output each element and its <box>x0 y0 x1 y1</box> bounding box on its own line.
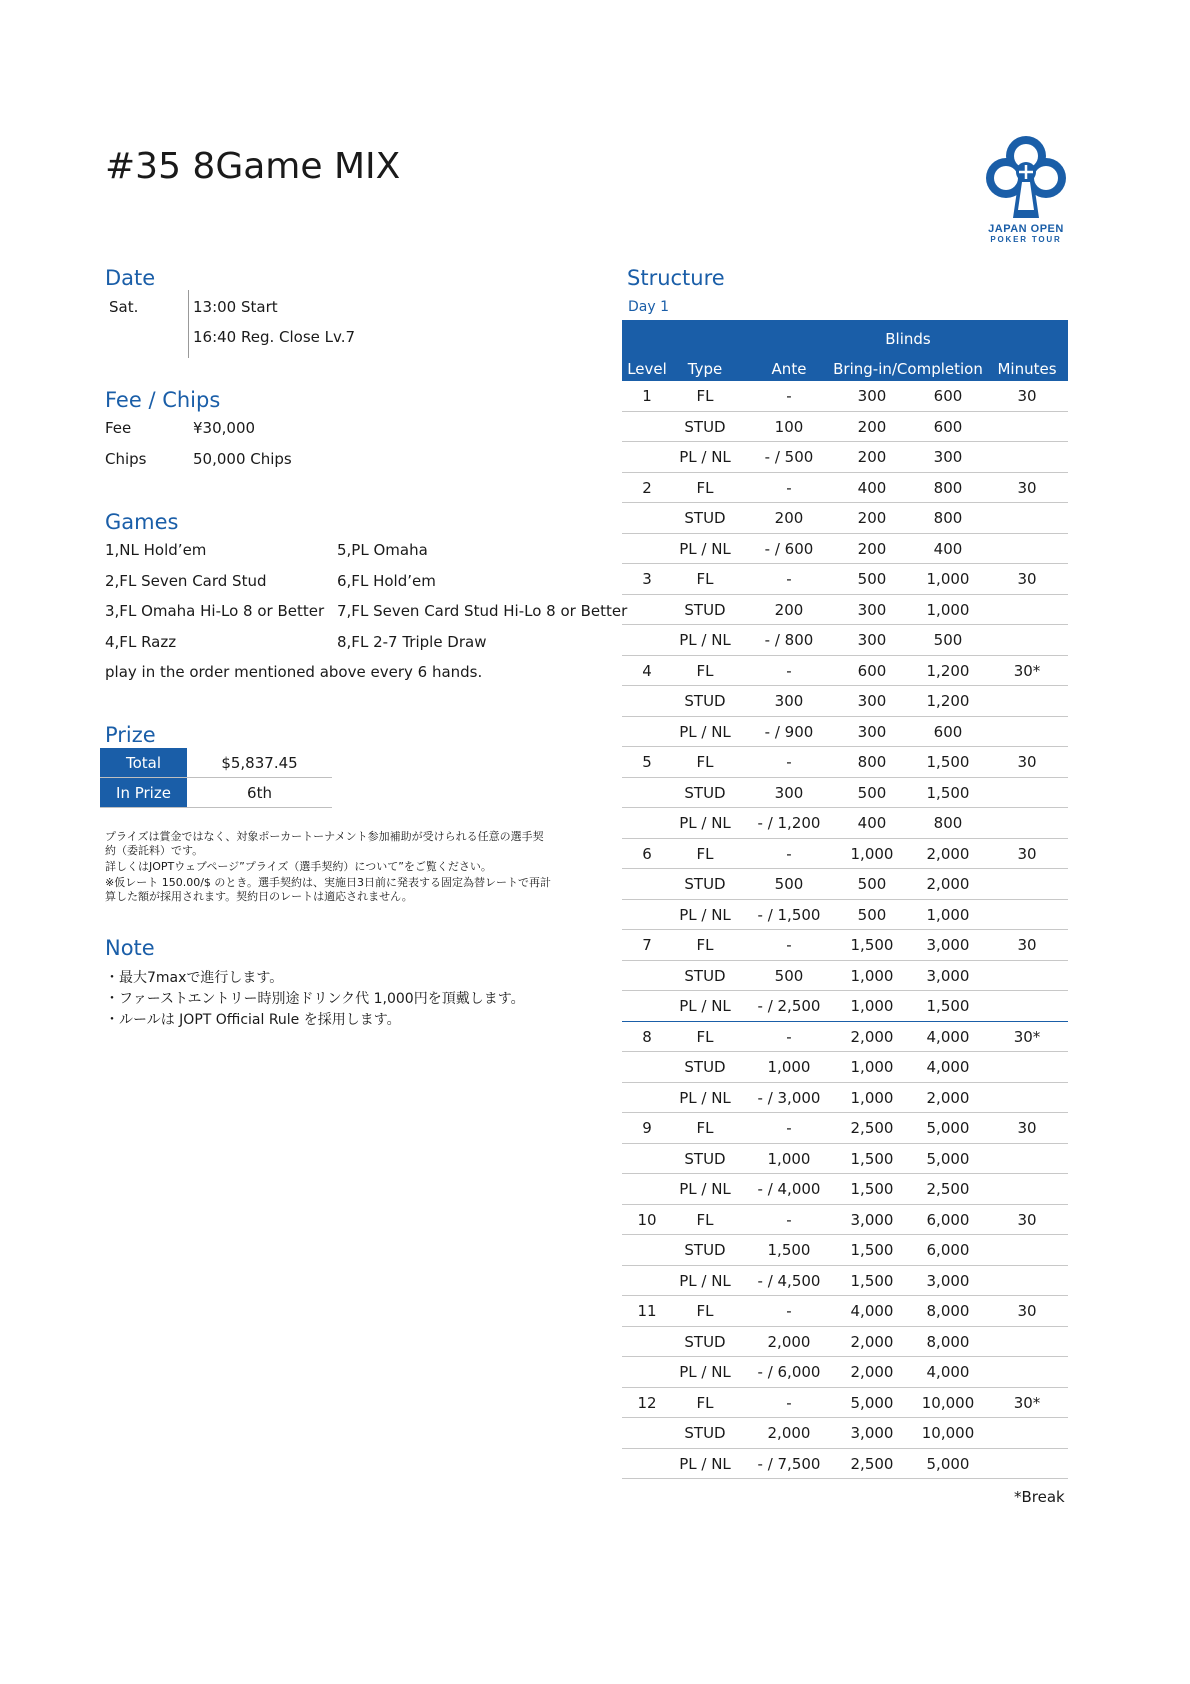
prize-total-label: Total <box>100 748 187 777</box>
completion-cell: 5,000 <box>926 1119 970 1137</box>
bring-in-cell: 200 <box>857 539 887 558</box>
completion-cell: 6,000 <box>926 1241 970 1259</box>
table-row <box>622 473 1068 504</box>
bring-in-cell: 3,000 <box>850 1210 894 1229</box>
completion-cell: 1,500 <box>926 783 970 802</box>
game-item: 8,FL 2-7 Triple Draw <box>337 633 487 651</box>
completion-cell: 3,000 <box>926 1271 970 1290</box>
completion-cell: 2,500 <box>926 1180 970 1198</box>
completion-cell: 2,000 <box>926 875 970 893</box>
table-row <box>622 503 1068 534</box>
completion-cell: 1,200 <box>926 692 970 710</box>
table-row <box>622 900 1068 931</box>
bring-in-cell: 400 <box>857 478 887 497</box>
ante-cell: - <box>786 753 792 771</box>
table-row <box>622 1235 1068 1266</box>
table-row <box>622 442 1068 473</box>
ante-cell: - <box>786 570 792 588</box>
level-cell: 7 <box>642 936 652 954</box>
minutes-cell: 30 <box>1017 478 1037 497</box>
minutes-cell: 30 <box>1017 570 1037 588</box>
table-row <box>622 1266 1068 1297</box>
bring-in-cell: 300 <box>857 600 887 619</box>
bring-in-cell: 1,000 <box>850 844 894 863</box>
type-cell: PL / NL <box>679 814 731 832</box>
bring-in-cell: 4,000 <box>850 1302 894 1320</box>
bring-in-cell: 300 <box>857 722 887 741</box>
type-cell: STUD <box>684 509 726 527</box>
minutes-cell: 30 <box>1017 844 1037 863</box>
game-item: 4,FL Razz <box>105 633 177 651</box>
minutes-cell: 30 <box>1017 1302 1037 1320</box>
type-cell: STUD <box>684 417 726 436</box>
ante-cell: - / 1,500 <box>757 905 821 924</box>
ante-cell: - / 900 <box>764 722 814 741</box>
col-bring-header: Bring-in/Completion <box>833 360 983 378</box>
ante-cell: 2,000 <box>767 1332 811 1351</box>
type-cell: STUD <box>684 1149 726 1168</box>
date-divider <box>188 290 189 358</box>
type-cell: PL / NL <box>679 448 731 466</box>
structure-table <box>622 320 1068 1479</box>
table-row <box>622 717 1068 748</box>
ante-cell: - <box>786 1210 792 1229</box>
fee-value: ¥30,000 <box>193 419 256 437</box>
type-cell: PL / NL <box>679 1088 731 1107</box>
ante-cell: - / 3,000 <box>757 1088 821 1107</box>
type-cell: PL / NL <box>679 1271 731 1290</box>
minutes-cell: 30 <box>1017 1210 1037 1229</box>
table-row <box>622 656 1068 687</box>
ante-cell: 2,000 <box>767 1424 811 1442</box>
table-row <box>622 1388 1068 1419</box>
type-cell: STUD <box>684 692 726 710</box>
break-footnote: *Break <box>1014 1488 1065 1506</box>
ante-cell: - / 500 <box>764 448 814 466</box>
bring-in-cell: 1,000 <box>850 1058 894 1076</box>
bring-in-cell: 600 <box>857 661 887 680</box>
type-cell: FL <box>696 1210 714 1229</box>
completion-cell: 1,000 <box>926 600 970 619</box>
type-cell: PL / NL <box>679 1363 731 1381</box>
bring-in-cell: 200 <box>857 509 887 527</box>
table-row <box>622 625 1068 656</box>
type-cell: FL <box>696 1302 714 1320</box>
col-type-header: Type <box>687 360 723 378</box>
ante-cell: - / 6,000 <box>757 1363 821 1381</box>
level-cell: 12 <box>637 1393 657 1412</box>
ante-cell: - / 4,000 <box>757 1180 821 1198</box>
bring-in-cell: 300 <box>857 692 887 710</box>
chips-value: 50,000 Chips <box>193 450 292 468</box>
table-row <box>622 808 1068 839</box>
bring-in-cell: 300 <box>857 387 887 405</box>
bring-in-cell: 2,000 <box>850 1027 894 1046</box>
fee-heading: Fee / Chips <box>105 388 221 412</box>
ante-cell: - / 600 <box>764 539 814 558</box>
type-cell: PL / NL <box>679 631 731 649</box>
logo-text-line1: JAPAN OPEN <box>988 223 1064 235</box>
note-line: ・最大7maxで進行します。 <box>105 970 284 986</box>
table-row <box>622 686 1068 717</box>
bring-in-cell: 200 <box>857 448 887 466</box>
completion-cell: 8,000 <box>926 1302 970 1320</box>
note-line: ・ファーストエントリー時別途ドリンク代 1,000円を頂戴します。 <box>105 991 525 1007</box>
reg-close-time: 16:40 Reg. Close Lv.7 <box>193 328 356 346</box>
level-cell: 1 <box>642 387 652 405</box>
prize-fine-print: ※仮レート 150.00/$ のとき。選手契約は、実施日3日前に発表する固定為替レートで再計 <box>105 876 551 889</box>
structure-heading: Structure <box>627 266 725 290</box>
games-heading: Games <box>105 510 179 534</box>
table-row <box>622 534 1068 565</box>
logo-text-line2: POKER TOUR <box>990 235 1062 244</box>
table-row <box>622 1357 1068 1388</box>
ante-cell: - <box>786 661 792 680</box>
bring-in-cell: 1,000 <box>850 997 894 1015</box>
table-row <box>622 869 1068 900</box>
bring-in-cell: 2,500 <box>850 1454 894 1473</box>
ante-cell: - / 800 <box>764 631 814 649</box>
completion-cell: 800 <box>933 814 963 832</box>
level-cell: 3 <box>642 570 652 588</box>
ante-cell: 1,000 <box>767 1058 811 1076</box>
table-row <box>622 930 1068 961</box>
table-row <box>622 1449 1068 1480</box>
completion-cell: 1,000 <box>926 905 970 924</box>
table-row <box>622 747 1068 778</box>
type-cell: FL <box>696 387 714 405</box>
type-cell: PL / NL <box>679 1454 731 1473</box>
prize-fine-print: プライズは賞金ではなく、対象ポーカートーナメント参加補助が受けられる任意の選手契 <box>105 830 544 843</box>
type-cell: FL <box>696 661 714 680</box>
bring-in-cell: 2,000 <box>850 1332 894 1351</box>
completion-cell: 2,000 <box>926 844 970 863</box>
bring-in-cell: 1,500 <box>850 1271 894 1290</box>
fee-label: Fee <box>105 419 132 437</box>
type-cell: FL <box>696 844 714 863</box>
type-cell: FL <box>696 936 714 954</box>
type-cell: PL / NL <box>679 539 731 558</box>
bring-in-cell: 300 <box>857 631 887 649</box>
table-row <box>622 991 1068 1022</box>
table-row <box>622 1418 1068 1449</box>
completion-cell: 3,000 <box>926 936 970 954</box>
ante-cell: 300 <box>774 783 804 802</box>
completion-cell: 6,000 <box>926 1210 970 1229</box>
level-cell: 6 <box>642 844 652 863</box>
completion-cell: 4,000 <box>926 1363 970 1381</box>
ante-cell: - <box>786 936 792 954</box>
completion-cell: 3,000 <box>926 966 970 985</box>
bring-in-cell: 500 <box>857 783 887 802</box>
ante-cell: 200 <box>774 509 804 527</box>
ante-cell: - <box>786 1302 792 1320</box>
type-cell: FL <box>696 1119 714 1137</box>
prize-heading: Prize <box>105 723 156 747</box>
completion-cell: 800 <box>933 478 963 497</box>
ante-cell: - / 7,500 <box>757 1454 821 1473</box>
ante-cell: - / 1,200 <box>757 814 821 832</box>
completion-cell: 5,000 <box>926 1149 970 1168</box>
table-row <box>622 961 1068 992</box>
game-item: 2,FL Seven Card Stud <box>105 572 267 590</box>
game-item: 5,PL Omaha <box>337 541 428 559</box>
games-order-note: play in the order mentioned above every 6 hands. <box>105 663 483 681</box>
ante-cell: - <box>786 1119 792 1137</box>
bring-in-cell: 2,500 <box>850 1119 894 1137</box>
prize-fine-print: 詳しくはJOPTウェブページ”プライズ（選手契約）について”をご覧ください。 <box>105 860 492 873</box>
minutes-cell: 30* <box>1013 661 1041 680</box>
ante-cell: - / 2,500 <box>757 997 821 1015</box>
bring-in-cell: 1,000 <box>850 1088 894 1107</box>
bring-in-cell: 1,500 <box>850 1149 894 1168</box>
ante-cell: 100 <box>774 417 804 436</box>
table-row <box>622 1296 1068 1327</box>
level-cell: 5 <box>642 753 652 771</box>
bring-in-cell: 800 <box>857 753 887 771</box>
col-ante-header: Ante <box>771 360 807 378</box>
type-cell: STUD <box>684 1424 726 1442</box>
table-row <box>622 595 1068 626</box>
completion-cell: 500 <box>933 631 963 649</box>
table-row <box>622 1327 1068 1358</box>
ante-cell: 1,000 <box>767 1149 811 1168</box>
completion-cell: 400 <box>933 539 963 558</box>
game-item: 6,FL Hold’em <box>337 572 436 590</box>
type-cell: FL <box>696 570 714 588</box>
completion-cell: 1,000 <box>926 570 970 588</box>
completion-cell: 1,500 <box>926 753 970 771</box>
ante-cell: - <box>786 844 792 863</box>
completion-cell: 5,000 <box>926 1454 970 1473</box>
ante-cell: - / 4,500 <box>757 1271 821 1290</box>
completion-cell: 600 <box>933 722 963 741</box>
type-cell: FL <box>696 478 714 497</box>
type-cell: FL <box>696 753 714 771</box>
type-cell: STUD <box>684 966 726 985</box>
ante-cell: 500 <box>774 875 804 893</box>
minutes-cell: 30 <box>1017 936 1037 954</box>
type-cell: STUD <box>684 875 726 893</box>
level-cell: 4 <box>642 661 652 680</box>
table-row <box>622 1052 1068 1083</box>
ante-cell: - <box>786 1027 792 1046</box>
game-item: 7,FL Seven Card Stud Hi-Lo 8 or Better <box>337 602 628 620</box>
table-row <box>622 1113 1068 1144</box>
type-cell: STUD <box>684 600 726 619</box>
ante-cell: 200 <box>774 600 804 619</box>
table-row <box>622 1174 1068 1205</box>
prize-inprize-label: In Prize <box>100 778 187 807</box>
type-cell: FL <box>696 1393 714 1412</box>
completion-cell: 300 <box>933 448 963 466</box>
minutes-cell: 30* <box>1013 1027 1041 1046</box>
bring-in-cell: 500 <box>857 905 887 924</box>
ante-cell: - <box>786 1393 792 1412</box>
prize-total-row <box>100 748 332 778</box>
bring-in-cell: 3,000 <box>850 1424 894 1442</box>
ante-cell: - <box>786 478 792 497</box>
type-cell: PL / NL <box>679 722 731 741</box>
table-row <box>622 1144 1068 1175</box>
bring-in-cell: 1,500 <box>850 1180 894 1198</box>
ante-cell: 1,500 <box>767 1241 811 1259</box>
date-day: Sat. <box>109 298 139 316</box>
level-cell: 11 <box>637 1302 657 1320</box>
bring-in-cell: 5,000 <box>850 1393 894 1412</box>
table-row <box>622 778 1068 809</box>
bring-in-cell: 1,000 <box>850 966 894 985</box>
ante-cell: 300 <box>774 692 804 710</box>
bring-in-cell: 2,000 <box>850 1363 894 1381</box>
level-cell: 8 <box>642 1027 652 1046</box>
table-row <box>622 1022 1068 1053</box>
type-cell: STUD <box>684 1058 726 1076</box>
level-cell: 9 <box>642 1119 652 1137</box>
minutes-cell: 30 <box>1017 387 1037 405</box>
completion-cell: 8,000 <box>926 1332 970 1351</box>
type-cell: PL / NL <box>679 997 731 1015</box>
ante-cell: - <box>786 387 792 405</box>
type-cell: PL / NL <box>679 1180 731 1198</box>
type-cell: FL <box>696 1027 714 1046</box>
level-cell: 10 <box>637 1210 657 1229</box>
col-minutes-header: Minutes <box>997 360 1057 378</box>
minutes-cell: 30 <box>1017 753 1037 771</box>
bring-in-cell: 1,500 <box>850 936 894 954</box>
bring-in-cell: 500 <box>857 875 887 893</box>
note-line: ・ルールは JOPT Official Rule を採用します。 <box>105 1012 401 1028</box>
completion-cell: 1,500 <box>926 997 970 1015</box>
prize-inprize-value: 6th <box>247 784 272 802</box>
game-item: 1,NL Hold’em <box>105 541 207 559</box>
type-cell: STUD <box>684 1332 726 1351</box>
minutes-cell: 30 <box>1017 1119 1037 1137</box>
minutes-cell: 30* <box>1013 1393 1041 1412</box>
structure-day: Day 1 <box>628 299 670 315</box>
game-item: 3,FL Omaha Hi-Lo 8 or Better <box>105 602 325 620</box>
completion-cell: 10,000 <box>921 1393 975 1412</box>
col-level-header: Level <box>627 360 667 378</box>
date-heading: Date <box>105 266 156 290</box>
bring-in-cell: 200 <box>857 417 887 436</box>
start-time: 13:00 Start <box>193 298 278 316</box>
level-cell: 2 <box>642 478 652 497</box>
page-title: #35 8Game MIX <box>105 146 401 187</box>
jopt-logo <box>985 132 1067 244</box>
table-row <box>622 564 1068 595</box>
bring-in-cell: 400 <box>857 814 887 832</box>
completion-cell: 4,000 <box>926 1058 970 1076</box>
table-row <box>622 839 1068 870</box>
type-cell: STUD <box>684 783 726 802</box>
table-row <box>622 1205 1068 1236</box>
chips-label: Chips <box>105 450 147 468</box>
ante-cell: 500 <box>774 966 804 985</box>
completion-cell: 600 <box>933 417 963 436</box>
prize-fine-print: 約（委託料）です。 <box>105 844 204 857</box>
completion-cell: 10,000 <box>921 1424 975 1442</box>
table-row <box>622 412 1068 443</box>
blinds-header: Blinds <box>885 330 931 348</box>
type-cell: STUD <box>684 1241 726 1259</box>
table-row <box>622 1083 1068 1114</box>
note-heading: Note <box>105 936 155 960</box>
type-cell: PL / NL <box>679 905 731 924</box>
table-row <box>622 381 1068 412</box>
completion-cell: 800 <box>933 509 963 527</box>
prize-inprize-row <box>100 778 332 808</box>
completion-cell: 4,000 <box>926 1027 970 1046</box>
prize-fine-print: 算した額が採用されます。契約日のレートは適応されません。 <box>105 890 413 903</box>
structure-table-header <box>622 320 1068 381</box>
club-icon <box>985 132 1067 220</box>
bring-in-cell: 1,500 <box>850 1241 894 1259</box>
prize-total-value: $5,837.45 <box>221 754 298 772</box>
completion-cell: 1,200 <box>926 661 970 680</box>
structure-table-body <box>622 381 1068 1479</box>
completion-cell: 2,000 <box>926 1088 970 1107</box>
completion-cell: 600 <box>933 387 963 405</box>
bring-in-cell: 500 <box>857 570 887 588</box>
